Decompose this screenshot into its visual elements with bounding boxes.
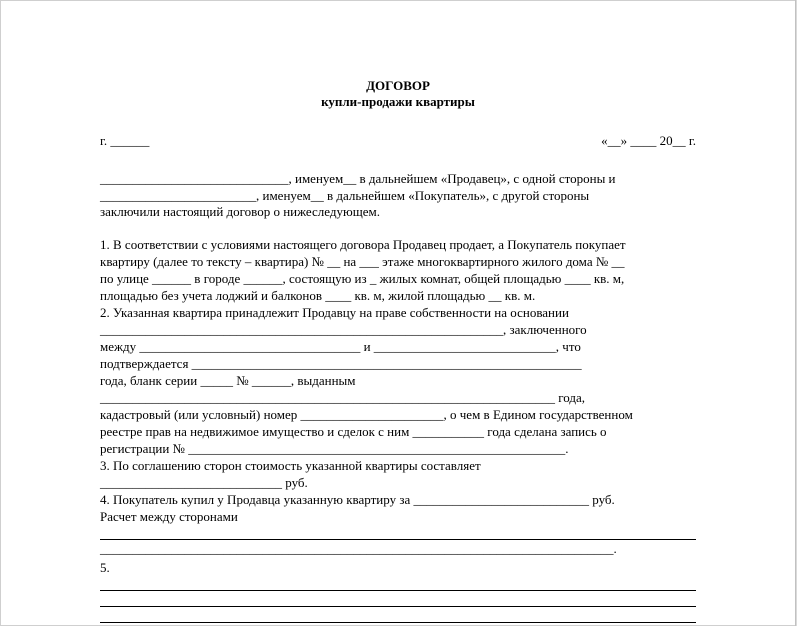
text-line: _______________________________________________________________________________. xyxy=(100,541,617,556)
text-line: заключили настоящий договор о нижеследующем. xyxy=(100,204,380,219)
text-line: кадастровый (или условный) номер ______________________, о чем в Едином государственном xyxy=(100,407,633,422)
text-line: ______________________________________________________________, заключенного xyxy=(100,322,587,337)
blank-underline xyxy=(100,539,696,540)
text-line: 4. Покупатель купил у Продавца указанную квартиру за ___________________________ руб. xyxy=(100,492,615,507)
text-line: Расчет между сторонами xyxy=(100,509,238,524)
text-line: площадью без учета лоджий и балконов ____ кв. м, жилой площадью __ кв. м. xyxy=(100,288,536,303)
document-subtitle: купли-продажи квартиры xyxy=(321,94,475,109)
document-title: ДОГОВОР xyxy=(366,78,430,93)
text-line: по улице ______ в городе ______, состоящую из _ жилых комнат, общей площадью ____ кв. м, xyxy=(100,271,625,286)
blank-underline xyxy=(100,622,696,623)
text-line: ______________________________________________________________________ года, xyxy=(100,390,586,405)
text-line: 5. xyxy=(100,560,110,575)
blank-underline xyxy=(100,606,696,607)
text-line: 3. По соглашению сторон стоимость указанной квартиры составляет xyxy=(100,458,481,473)
text-line: квартиру (далее то тексту – квартира) № __ на ___ этаже многоквартирного жилого дома № __ xyxy=(100,254,625,269)
date-line: «__» ____ 20__ г. xyxy=(601,133,696,148)
text-line: регистрации № __________________________________________________________. xyxy=(100,441,569,456)
city-line: г. ______ xyxy=(100,133,150,148)
text-line: _____________________________, именуем__ в дальнейшем «Продавец», с одной стороны и xyxy=(100,171,616,186)
text-line: подтверждается ____________________________________________________________ xyxy=(100,356,582,371)
blank-underline xyxy=(100,590,696,591)
text-line: 2. Указанная квартира принадлежит Продавцу на праве собственности на основании xyxy=(100,305,569,320)
text-line: года, бланк серии _____ № ______, выданным xyxy=(100,373,356,388)
text-line: ____________________________ руб. xyxy=(100,475,308,490)
text-line: между __________________________________ и ____________________________, что xyxy=(100,339,581,354)
text-line: реестре прав на недвижимое имущество и сделок с ним ___________ года сделана запись о xyxy=(100,424,607,439)
text-line: 1. В соответствии с условиями настоящего договора Продавец продает, а Покупатель покупает xyxy=(100,237,626,252)
text-line: ________________________, именуем__ в дальнейшем «Покупатель», с другой стороны xyxy=(100,188,590,203)
